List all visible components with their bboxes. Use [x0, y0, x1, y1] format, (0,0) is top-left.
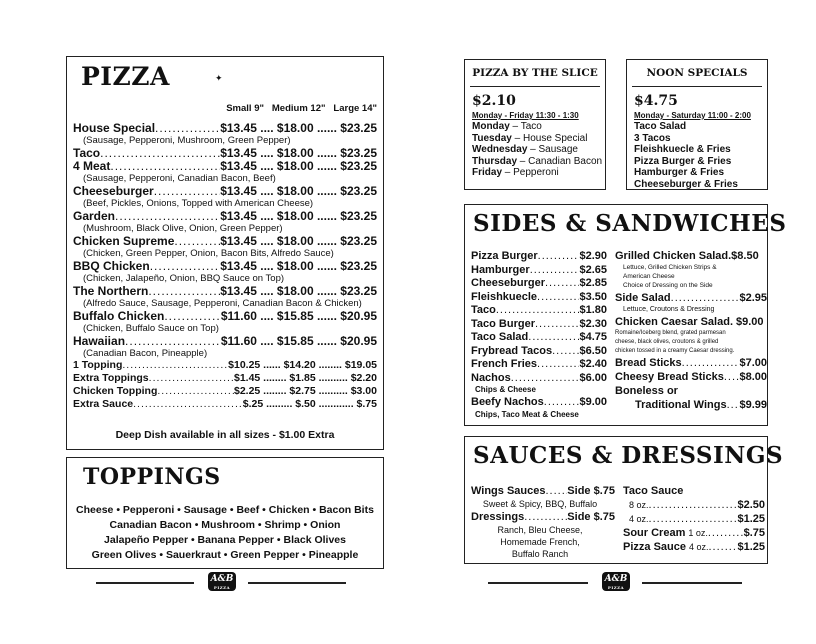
taco-sauce-8oz: 8 oz. ..... $2.50 [629, 499, 765, 511]
noon-price: $4.75 [634, 93, 678, 109]
dressings-desc-1: Ranch, Bleu Cheese, [497, 525, 583, 535]
pizza-item: 4 Meat ..... $13.45 .... $18.00 ...... $23.25 [73, 159, 377, 173]
noon-item: Hamburger & Fries [634, 167, 725, 178]
cheesy-bread-sticks: Cheesy Bread Sticks ..... $8.00 [615, 371, 767, 383]
pizza-item-desc: (Chicken, Green Pepper, Onion, Bacon Bits, Alfredo Sauce) [83, 248, 334, 259]
dressings-desc-3: Buffalo Ranch [511, 549, 569, 559]
sauces-panel [464, 436, 784, 564]
footer-rule-right [248, 582, 346, 584]
side-item: Pizza Burger ..... $2.90 [471, 250, 607, 262]
traditional-wings: Traditional Wings ..... $9.99 [635, 399, 767, 411]
side-item: Taco Burger ..... $2.30 [471, 318, 607, 330]
pizza-item-desc: (Canadian Bacon, Pineapple) [83, 348, 208, 359]
noon-panel [626, 59, 768, 190]
side-item: Frybread Tacos ..... $6.50 [471, 345, 607, 357]
slice-day: Tuesday – House Special [472, 132, 588, 144]
footer-rule-left [96, 582, 194, 584]
caesar-desc-3: chicken tossed in a creamy Caesar dressing. [615, 348, 735, 354]
noon-title: NOON SPECIALS [646, 67, 748, 79]
pizza-item: Chicken Supreme ..... $13.45 .... $18.00 ...... $23.25 [73, 234, 377, 248]
noon-item: Taco Salad [634, 121, 687, 132]
side-item: Taco Salad ..... $4.75 [471, 331, 607, 343]
pizza-item: Hawaiian ..... $11.60 .... $15.85 ...... $20.95 [73, 334, 377, 348]
grilled-desc-1: Lettuce, Grilled Chicken Strips & [623, 264, 717, 271]
grilled-chicken-salad: Grilled Chicken Salad. $8.50 [615, 250, 759, 262]
pizza-sauce: Pizza Sauce 4 oz. ..... $1.25 [623, 541, 765, 553]
slice-rule [470, 86, 600, 87]
dressings: Dressings ..... Side $.75 [471, 511, 615, 523]
sides-panel [464, 204, 787, 426]
pizza-extra: Extra Sauce ..... $.25 ......... $.50 ............ $.75 [73, 398, 377, 410]
grilled-desc-2: American Cheese [623, 273, 675, 280]
ab-pizza-logo: A&B PIZZA [208, 572, 236, 591]
pizza-item: Buffalo Chicken ..... $11.60 .... $15.85 ...... $20.95 [73, 309, 377, 323]
toppings-line-2: Canadian Bacon • Mushroom • Shrimp • Onion [109, 519, 341, 531]
pizza-panel [66, 56, 384, 450]
sides-title: SIDES & SANDWICHES [473, 210, 787, 237]
noon-item: Cheeseburger & Fries [634, 178, 738, 190]
noon-rule [632, 86, 762, 87]
side-salad-desc: Lettuce, Croutons & Dressing [623, 306, 715, 313]
side-item-desc: Chips & Cheese [475, 385, 536, 394]
side-item-desc: Chips, Taco Meat & Cheese [475, 409, 579, 419]
side-item: French Fries ..... $2.40 [471, 358, 607, 370]
side-item: Fleishkuecle ..... $3.50 [471, 291, 607, 303]
caesar-desc-1: Romaine/Iceberg blend, grated parmesan [615, 330, 726, 336]
pizza-item-desc: (Chicken, Buffalo Sauce on Top) [83, 323, 219, 334]
footer-rule-left-2 [488, 582, 588, 584]
pizza-title: PIZZA [81, 62, 170, 91]
pizza-item: House Special ..... $13.45 .... $18.00 ...... $23.25 [73, 121, 377, 135]
pizza-extra: Extra Toppings ..... $1.45 ........ $1.85 .......... $2.20 [73, 372, 377, 384]
slice-title: PIZZA BY THE SLICE [472, 67, 598, 79]
pizza-item: The Northern ..... $13.45 .... $18.00 ...... $23.25 [73, 284, 377, 298]
noon-item: Fleishkuecle & Fries [634, 144, 731, 155]
pizza-item-desc: (Chicken, Jalapeño, Onion, BBQ Sauce on Top) [83, 273, 285, 284]
pizza-item: BBQ Chicken ..... $13.45 .... $18.00 ...... $23.25 [73, 259, 377, 273]
slice-day: Monday – Taco [472, 121, 542, 132]
sauces-title: SAUCES & DRESSINGS [473, 442, 784, 469]
deep-dish-note: Deep Dish available in all sizes - $1.00 Extra [115, 429, 335, 441]
pizza-item-desc: (Sausage, Pepperoni, Mushroom, Green Pepper) [83, 135, 291, 146]
wings-sauces: Wings Sauces ..... Side $.75 [471, 485, 615, 497]
sizes-header: Small 9" Medium 12" Large 14" [226, 103, 377, 114]
caesar-desc-2: cheese, black olives, croutons & grilled [615, 339, 719, 345]
side-salad: Side Salad ..... $2.95 [615, 292, 767, 304]
ab-pizza-logo-2: A&B PIZZA [602, 572, 630, 591]
slice-day: Thursday – Canadian Bacon [472, 155, 603, 167]
pizza-extra: 1 Topping ..... $10.25 ...... $14.20 ........ $19.05 [73, 359, 377, 371]
side-item: Beefy Nachos ..... $9.00 [471, 396, 607, 408]
pizza-item-desc: (Mushroom, Black Olive, Onion, Green Pepper) [83, 223, 283, 234]
toppings-line-1: Cheese • Pepperoni • Sausage • Beef • Chicken • Bacon Bits [76, 504, 374, 516]
side-item: Cheeseburger ..... $2.85 [471, 277, 607, 289]
dressings-desc-2: Homemade French, [500, 537, 580, 547]
wings-sauces-desc: Sweet & Spicy, BBQ, Buffalo [482, 499, 598, 509]
slice-hours: Monday - Friday 11:30 - 1:30 [472, 111, 579, 120]
pizza-item: Taco ..... $13.45 .... $18.00 ...... $23.25 [73, 146, 377, 160]
noon-hours: Monday - Saturday 11:00 - 2:00 [634, 111, 751, 120]
side-item: Taco ..... $1.80 [471, 304, 607, 316]
slice-day: Friday – Pepperoni [472, 167, 559, 178]
grilled-desc-3: Choice of Dressing on the Side [623, 282, 713, 289]
pizza-item: Garden ..... $13.45 .... $18.00 ...... $23.25 [73, 209, 377, 223]
side-item: Hamburger ..... $2.65 [471, 264, 607, 276]
side-item: Nachos ..... $6.00 [471, 372, 607, 384]
pizza-item-desc: (Sausage, Pepperoni, Canadian Bacon, Beef) [83, 173, 276, 184]
sour-cream: Sour Cream 1 oz. ..... $.75 [623, 527, 765, 539]
pizza-item-desc: (Alfredo Sauce, Sausage, Pepperoni, Canadian Bacon & Chicken) [83, 298, 362, 309]
footer-rule-right-2 [642, 582, 742, 584]
slice-panel [464, 59, 606, 190]
pizza-extra: Chicken Topping ..... $2.25 ........ $2.75 .......... $3.00 [73, 385, 377, 397]
toppings-line-3: Jalapeño Pepper • Banana Pepper • Black Olives [104, 534, 346, 546]
toppings-panel [66, 457, 384, 569]
noon-item: Pizza Burger & Fries [634, 155, 732, 167]
boneless-wings: Boneless or [615, 385, 678, 397]
pizza-item: Cheeseburger ..... $13.45 .... $18.00 ...... $23.25 [73, 184, 377, 198]
taco-sauce-4oz: 4 oz. ..... $1.25 [629, 513, 765, 525]
pizza-item-desc: (Beef, Pickles, Onions, Topped with American Cheese) [83, 198, 314, 209]
toppings-line-4: Green Olives • Sauerkraut • Green Pepper • Pineapple [91, 549, 359, 561]
taco-sauce: Taco Sauce [623, 485, 684, 497]
slice-day: Wednesday – Sausage [472, 144, 578, 155]
chicken-caesar-salad: Chicken Caesar Salad. $9.00 [615, 316, 764, 328]
noon-item: 3 Tacos [634, 132, 671, 144]
bread-sticks: Bread Sticks ..... $7.00 [615, 357, 767, 369]
toppings-title: TOPPINGS [83, 464, 221, 490]
slice-price: $2.10 [472, 93, 516, 109]
decor-mark: ✦ [215, 73, 223, 83]
